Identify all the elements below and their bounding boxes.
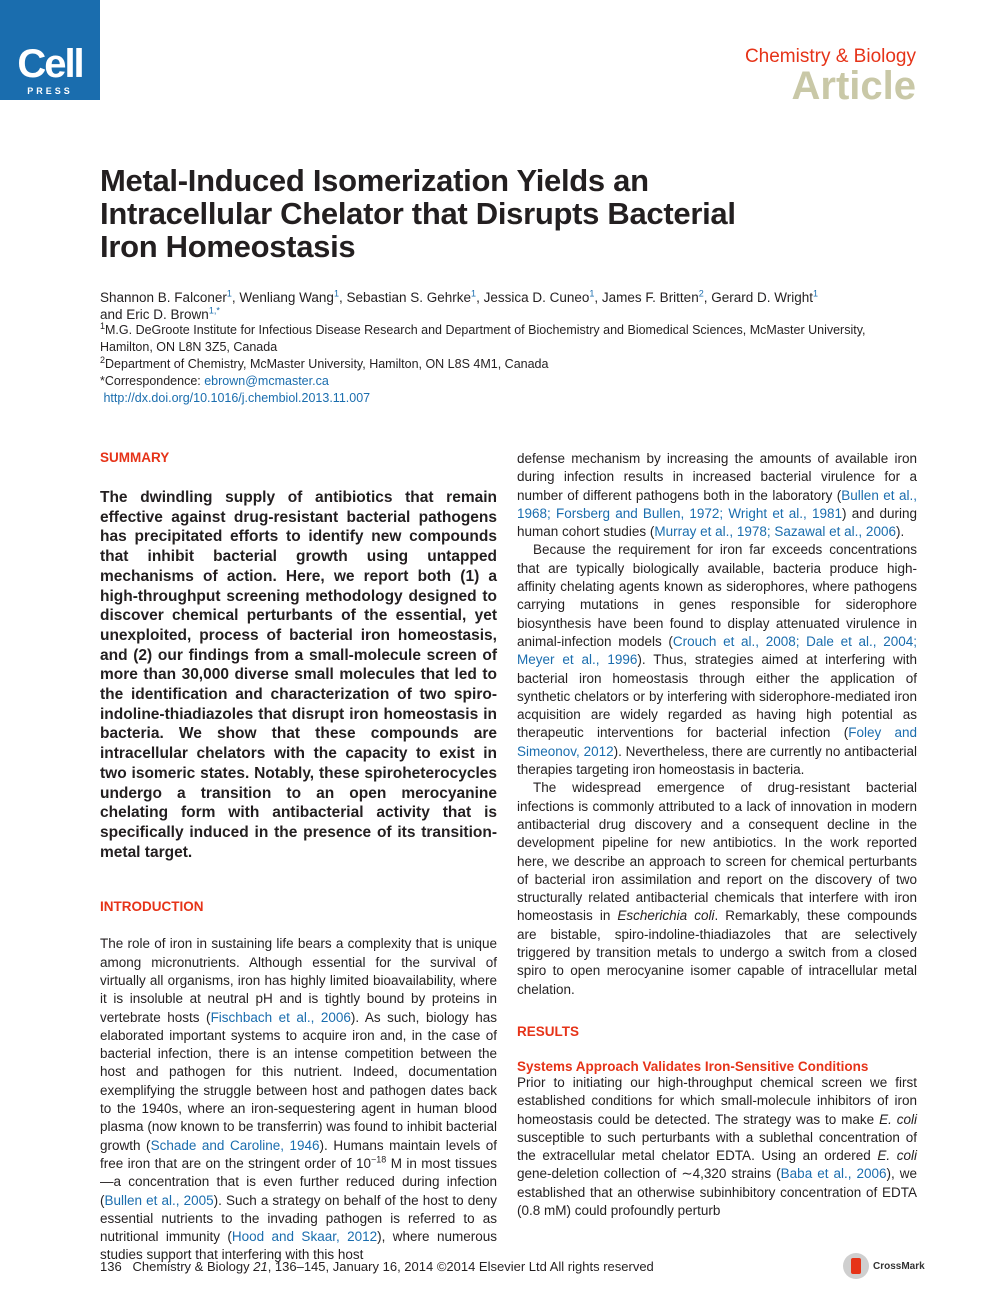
reference-link[interactable]: Foley and Simeonov, 2012 — [517, 725, 917, 759]
body-paragraph: defense mechanism by increasing the amounts of available iron during infection results in increased bacterial virulence for a number of different pathogens both in the laboratory (Bullen et al., 1968; Forsberg and Bullen, 1972; Wright et al., 1981) and during human cohort studies (Murray et al., 1978; Sazawal et al., 2006). — [517, 451, 917, 540]
correspondence-email-link[interactable]: ebrown@mcmaster.ca — [204, 374, 329, 388]
body-paragraph: Because the requirement for iron far exceeds concentrations that are typically biologically available, bacteria produce high-affinity chelating agents known as siderophores, where pathogens carrying mutations in genes responsible for siderophore biosynthesis have been found to display attenuated virulence in animal-infection models (Crouch et al., 2008; Dale et al., 2004; Meyer et al., 1996). Thus, strategies aimed at interfering with bacterial iron homeostasis through either the application of synthetic chelators or by interfering with siderophore-mediated iron acquisition are widely regarded as having high potential as therapeutic interventions for bacterial infection (Foley and Simeonov, 2012). Nevertheless, there are currently no antibacterial therapies targeting iron homeostasis in bacteria. — [517, 542, 917, 778]
reference-link[interactable]: Bullen et al., 1968; Forsberg and Bullen, 1972; Wright et al., 1981 — [517, 487, 917, 521]
reference-link[interactable]: Crouch et al., 2008; Dale et al., 2004; Meyer et al., 1996 — [517, 633, 917, 668]
reference-link[interactable]: Murray et al., 1978; Sazawal et al., 2006 — [654, 524, 896, 540]
affiliation-1: M.G. DeGroote Institute for Infectious Disease Research and Department of Biochemistry and Biomedical Sciences, McMaster University, Hamilton, ON L8N 3Z5, Canada — [100, 323, 866, 354]
page-footer — [100, 1259, 654, 1274]
author-affiliation-mark[interactable]: 1,* — [208, 305, 220, 316]
reference-link[interactable]: Hood and Skaar, 2012 — [231, 1229, 378, 1245]
results-paragraph: Prior to initiating our high-throughput chemical screen we first established conditions for which small-molecule inhibitors of iron homeostasis could be detected. The strategy was to make E. coli susceptible to such perturbants with a sublethal concentration of the extracellular metal chelator EDTA. Using an ordered E. coli gene-deletion collection of ∼4,320 strains (Baba et al., 2006), we established that an otherwise subinhibitory concentration of EDTA (0.8 mM) could profoundly perturb — [517, 1074, 917, 1218]
author-affiliation-mark[interactable]: 1 — [813, 288, 819, 299]
reference-link[interactable]: Baba et al., 2006 — [780, 1166, 887, 1182]
author-name: Jessica D. Cuneo — [483, 290, 590, 305]
introduction-heading: INTRODUCTION — [100, 899, 204, 915]
summary-heading: SUMMARY — [100, 450, 170, 465]
author-name: Sebastian S. Gehrke — [346, 290, 472, 305]
body-paragraph: The widespread emergence of drug-resistant bacterial infections is commonly attributed to a lack of innovation in modern antibacterial drug discovery and a consequent decline in the development pipeline for new antibiotics. In the work reported here, we describe an approach to screen for chemical perturbants of bacterial iron assimilation and report on the discovery of two structurally related antibacterial chemicals that interfere with iron homeostasis in Escherichia coli. Remarkably, these compounds are bistable, spiro-indoline-thiadiazoles that are selectively triggered by transition metals to undergo a switch from a closed spiro to open merocyanine isomer capable of intracellular metal chelation. — [517, 780, 917, 997]
left-column — [100, 450, 497, 1265]
reference-link[interactable]: Fischbach et al., 2006 — [210, 1009, 351, 1025]
author-affiliation-mark[interactable]: 1 — [333, 288, 339, 299]
footer-journal: Chemistry & Biology — [132, 1259, 250, 1274]
author-name: Gerard D. Wright — [711, 290, 814, 305]
doi-link[interactable]: http://dx.doi.org/10.1016/j.chembiol.2013.11.007 — [103, 391, 371, 405]
reference-link[interactable]: Schade and Caroline, 1946 — [150, 1137, 320, 1153]
article-type: Article — [791, 64, 916, 108]
cell-press-logo[interactable] — [0, 0, 100, 100]
correspondence-label: *Correspondence: — [100, 374, 205, 388]
footer-citation: , 136–145, January 16, 2014 ©2014 Elsevier Ltd All rights reserved — [267, 1259, 654, 1274]
introduction-paragraph: The role of iron in sustaining life bears a complexity that is unique among micronutrients. Although essential for the survival of virtually all organisms, iron has highly limited bioavailability, where it is insoluble at neutral pH and is tightly bound by proteins in vertebrate hosts (Fischbach et al., 2006). As such, biology has elaborated important systems to acquire iron and, in the case of bacterial infection, there is an intense competition between the host and pathogen for this nutrient. Indeed, documentation exemplifying the struggle between host and pathogen dates back to the 1940s, where an iron-sequestering agent in human blood plasma (now known to be transferrin) was found to inhibit bacterial growth (Schade and Caroline, 1946). Humans maintain levels of free iron that are on the stringent order of $10^{-18}$ M in most tissues—a concentration that is even further reduced during infection (Bullen et al., 2005). Such a strategy on behalf of the host to deny essential nutrients to the invading pathogen is referred to as nutritional immunity (Hood and Skaar, 2012), where numerous studies support that interfering with this host — [100, 936, 497, 1263]
reference-link[interactable]: Bullen et al., 2005 — [104, 1192, 214, 1208]
author-affiliation-mark[interactable]: 1 — [471, 288, 477, 299]
crossmark-label: CrossMark — [873, 1260, 925, 1272]
crossmark-badge[interactable] — [843, 1253, 925, 1279]
author-name: James F. Britten — [601, 290, 699, 305]
results-subheading: Systems Approach Validates Iron-Sensitive Conditions — [517, 1058, 869, 1074]
page-number: 136 — [100, 1259, 122, 1274]
author-list: Shannon B. Falconer$^1$, Wenliang Wang$^1$, Sebastian S. Gehrke$^1$, Jessica D. Cuneo$^1$, James F. Britten$^2$, Gerard D. Wright$^1$ and Eric D. Brown$^{1,*}$ — [100, 288, 819, 322]
author-name: Eric D. Brown — [126, 307, 209, 322]
results-heading: RESULTS — [517, 1023, 580, 1039]
author-name: Shannon B. Falconer — [100, 290, 227, 305]
author-affiliation-mark[interactable]: 1 — [589, 288, 595, 299]
journal-name: Chemistry & Biology — [744, 46, 916, 67]
author-affiliation-mark[interactable]: 1 — [226, 288, 232, 299]
logo-brand: Cell — [17, 42, 83, 86]
page-title: Metal-Induced Isomerization Yields an Intracellular Chelator that Disrupts Bacterial Iron Homeostasis — [100, 163, 736, 264]
crossmark-icon — [843, 1253, 869, 1279]
author-name: Wenliang Wang — [239, 290, 334, 305]
right-column — [517, 450, 917, 1220]
affiliation-2: Department of Chemistry, McMaster University, Hamilton, ON L8S 4M1, Canada — [105, 357, 549, 371]
author-affiliation-mark[interactable]: 2 — [698, 288, 704, 299]
logo-press: PRESS — [27, 86, 73, 96]
summary-text: The dwindling supply of antibiotics that remain effective against drug-resistant bacterial pathogens has precipitated efforts to identify new compounds that inhibit bacterial growth using untapped mechanisms of action. Here, we report both (1) a high-throughput screening methodology designed to discover chemical perturbants of the essential, yet unexploited, process of bacterial iron homeostasis, and (2) our findings from a small-molecule screen of more than 30,000 diverse small molecules that led to the identification and characterization of two spiro-indoline-thiadiazoles that disrupt iron homeostasis in bacteria. We show that these compounds are intracellular chelators with the capacity to exist in two isomeric states. Notably, these spiroheterocycles undergo a transition to an open merocyanine chelating form with antibacterial activity that is specifically induced in the presence of its transition-metal target. — [100, 489, 497, 861]
affiliations: $^1$M.G. DeGroote Institute for Infectious Disease Research and Department of Biochemistry and Biomedical Sciences, McMaster University, Hamilton, ON L8N 3Z5, Canada $^2$Department of Chemistry, McMaster University, Hamilton, ON L8S 4M1, Canada *Correspondence: ebrown@mcmaster.ca http://dx.doi.org/10.1016/j.chembiol.2013.11.007 — [100, 320, 866, 405]
footer-volume: 21 — [253, 1259, 268, 1274]
